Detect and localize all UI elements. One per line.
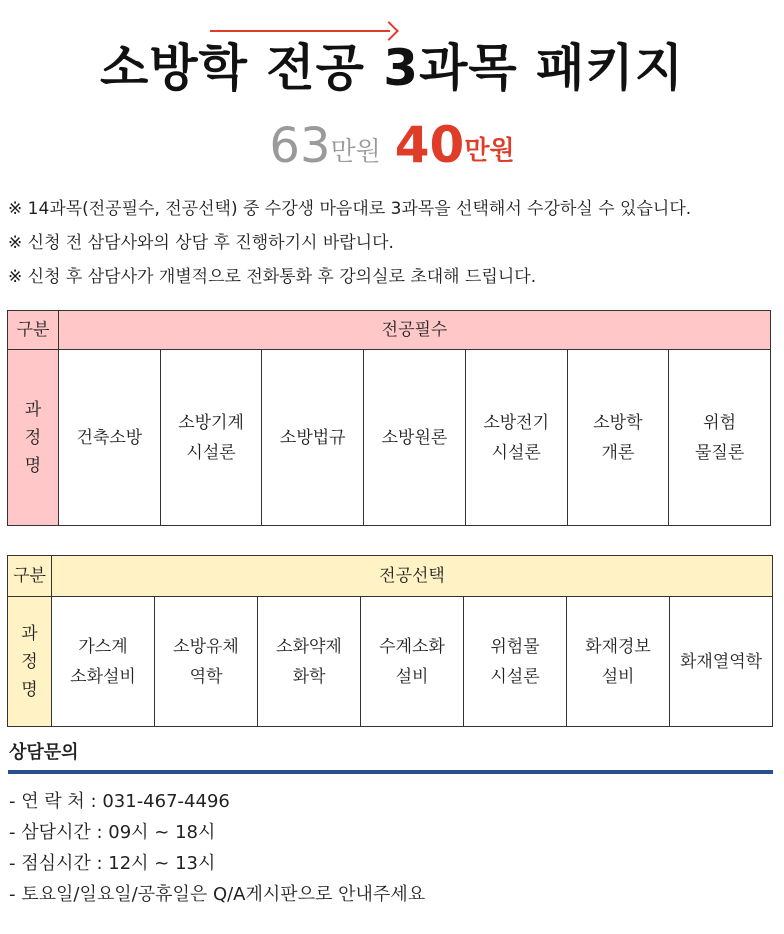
course-cell: 가스계 소화설비	[52, 597, 155, 727]
contact-holiday: - 토요일/일요일/공휴일은 Q/A게시판으로 안내주세요	[9, 884, 426, 905]
notice-item: ※ 신청 후 삼담사가 개별적으로 전화통화 후 강의실로 초대해 드립니다.	[8, 267, 537, 287]
course-cell: 소방기계 시설론	[160, 350, 262, 526]
course-cell: 위험 물질론	[669, 350, 771, 526]
table-corner-cell: 구분	[8, 556, 52, 597]
contact-lunch: - 점심시간 : 12시 ~ 13시	[9, 853, 216, 874]
contact-info-list	[9, 786, 425, 910]
table-corner-cell: 구분	[8, 311, 59, 350]
contact-divider	[8, 770, 773, 774]
course-cell: 수계소화 설비	[361, 597, 464, 727]
course-cell: 소방유체 역학	[155, 597, 258, 727]
contact-section-title: 상담문의	[9, 742, 79, 763]
new-price-amount: 40	[394, 116, 465, 174]
notice-item: ※ 14과목(전공필수, 전공선택) 중 수강생 마음대로 3과목을 선택해서 수강하실 수 있습니다.	[8, 199, 692, 219]
price-display	[0, 118, 784, 180]
notice-item: ※ 신청 전 삼담사와의 상담 후 진행하기시 바랍니다.	[8, 233, 394, 253]
course-cell: 소방원론	[364, 350, 466, 526]
course-cell: 소방법규	[262, 350, 364, 526]
contact-hours: - 삼담시간 : 09시 ~ 18시	[9, 822, 216, 843]
course-cell: 소방전기 시설론	[465, 350, 567, 526]
table-header-required: 전공필수	[59, 311, 771, 350]
course-cell: 화재열역학	[670, 597, 773, 727]
table-side-label: 과 정 명	[8, 597, 52, 727]
table-header-elective: 전공선택	[52, 556, 773, 597]
price-strike-line	[210, 30, 390, 32]
elective-course-table	[7, 555, 773, 727]
old-price-unit: 만원	[330, 137, 381, 167]
course-cell: 화재경보 설비	[567, 597, 670, 727]
contact-phone: - 연 락 처 : 031-467-4496	[9, 791, 230, 812]
new-price-unit: 만원	[464, 136, 515, 166]
course-cell: 위험물 시설론	[464, 597, 567, 727]
notice-list	[8, 192, 778, 294]
course-cell: 소화약제 화학	[258, 597, 361, 727]
old-price-amount: 63	[269, 118, 331, 174]
page-title: 소방학 전공 3과목 패키지	[99, 39, 684, 97]
course-cell: 건축소방	[59, 350, 161, 526]
required-course-table	[7, 310, 771, 526]
table-side-label: 과 정 명	[8, 350, 59, 526]
course-cell: 소방학 개론	[567, 350, 669, 526]
